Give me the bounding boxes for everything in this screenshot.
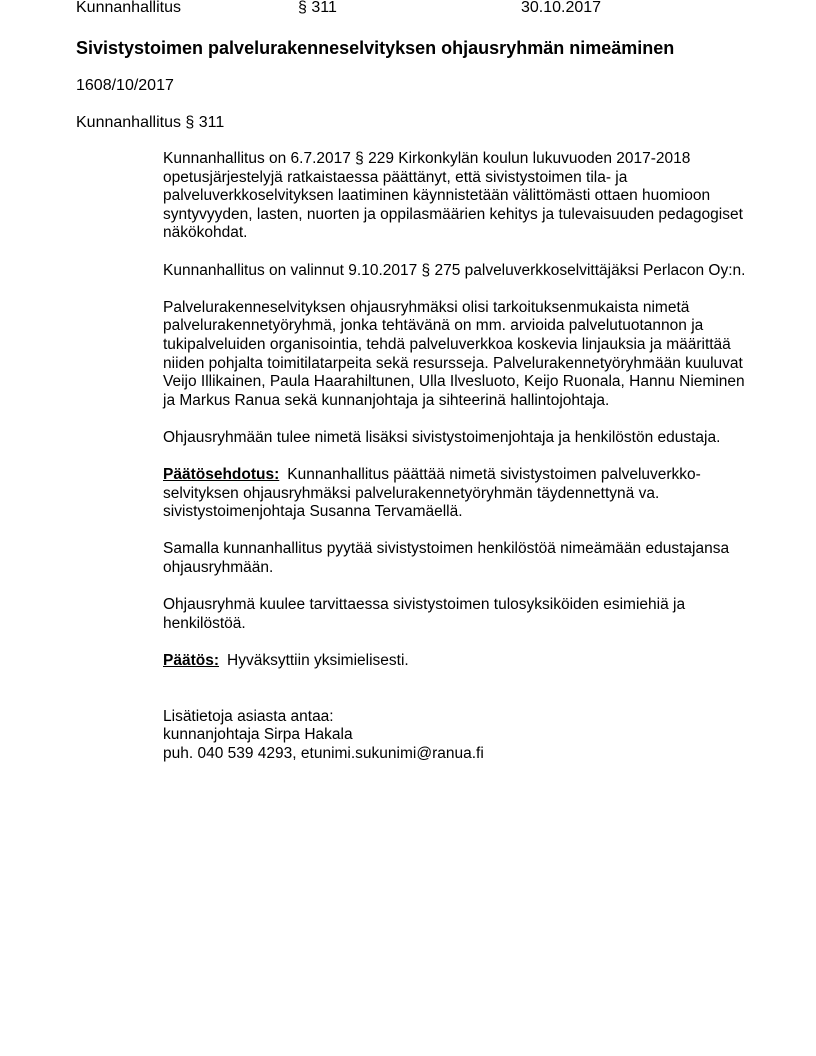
document-body: [163, 150, 753, 764]
contact-intro: Lisätietoja asiasta antaa:: [163, 707, 334, 725]
contact-person: kunnanjohtaja Sirpa Hakala: [163, 726, 353, 744]
paragraph-steering-group: Palvelurakenneselvityksen ohjausryhmäksi olisi tarkoituksenmukaista nimetä palvelurakennetyöryhmä, jonka tehtävänä on mm. arvioida palvelutuotannon ja tukipalveluiden organisointia, tehdä palveluverkkoa koskevia linjauksia ja määrittää niiden pohjalta toimitilatarpeita sekä resursseja. Palvelurakennetyöryhmään kuuluvat Veijo Illikainen, Paula Haarahiltunen, Ulla Ilvesluoto, Keijo Ruonala, Hannu Nieminen ja Markus Ranua sekä kunnanjohtaja ja sihteerinä hallintojohtaja.: [163, 298, 745, 409]
paragraph-consultant: Kunnanhallitus on valinnut 9.10.2017 § 275 palveluverkkoselvittäjäksi Perlacon Oy:n.: [163, 261, 746, 279]
paragraph-background: Kunnanhallitus on 6.7.2017 § 229 Kirkonkylän koulun lukuvuoden 2017-2018 opetusjärjestelyjä ratkaistaessa päättänyt, että sivistystoimen tila- ja palveluverkkoselvityksen laatiminen käynnistetään välittömästi ottaen huomioon syntyvyyden, lasten, nuorten ja oppilasmäärien kehitys ja tulevaisuuden pedagogiset näkökohdat.: [163, 150, 743, 242]
spacer: [163, 689, 753, 708]
paragraph-additional-members: Ohjausryhmään tulee nimetä lisäksi sivistystoimenjohtaja ja henkilöstön edustaja.: [163, 428, 721, 446]
header-section: § 311: [298, 0, 337, 16]
proposal-text: Kunnanhallitus päättää nimetä sivistystoimen palveluverkko-selvityksen ohjausryhmäksi palvelurakennetyöryhmän täydennettynä va. sivistystoimenjohtaja Susanna Tervamäellä.: [163, 466, 701, 521]
decision-label: Päätös:: [163, 652, 219, 670]
contact-details: puh. 040 539 4293, etunimi.sukunimi@ranua.fi: [163, 745, 484, 762]
paragraph-staff-request: Samalla kunnanhallitus pyytää sivistystoimen henkilöstöä nimeämään edustajansa ohjausryhmään.: [163, 540, 730, 577]
header-body-name: Kunnanhallitus: [76, 0, 181, 16]
document-title: Sivistystoimen palvelurakenneselvityksen ohjausryhmän nimeäminen: [76, 38, 675, 58]
decision-paragraph: [163, 652, 753, 671]
proposal-paragraph: [163, 466, 753, 522]
decision-text: Hyväksyttiin yksimielisesti.: [227, 652, 409, 670]
paragraph-consultation: Ohjausryhmä kuulee tarvittaessa sivistystoimen tulosyksiköiden esimiehiä ja henkilöstöä.: [163, 596, 686, 632]
header-date: 30.10.2017: [521, 0, 602, 16]
section-reference: Kunnanhallitus § 311: [76, 114, 225, 131]
proposal-label: Päätösehdotus:: [163, 466, 280, 484]
reference-number: 1608/10/2017: [76, 77, 174, 94]
